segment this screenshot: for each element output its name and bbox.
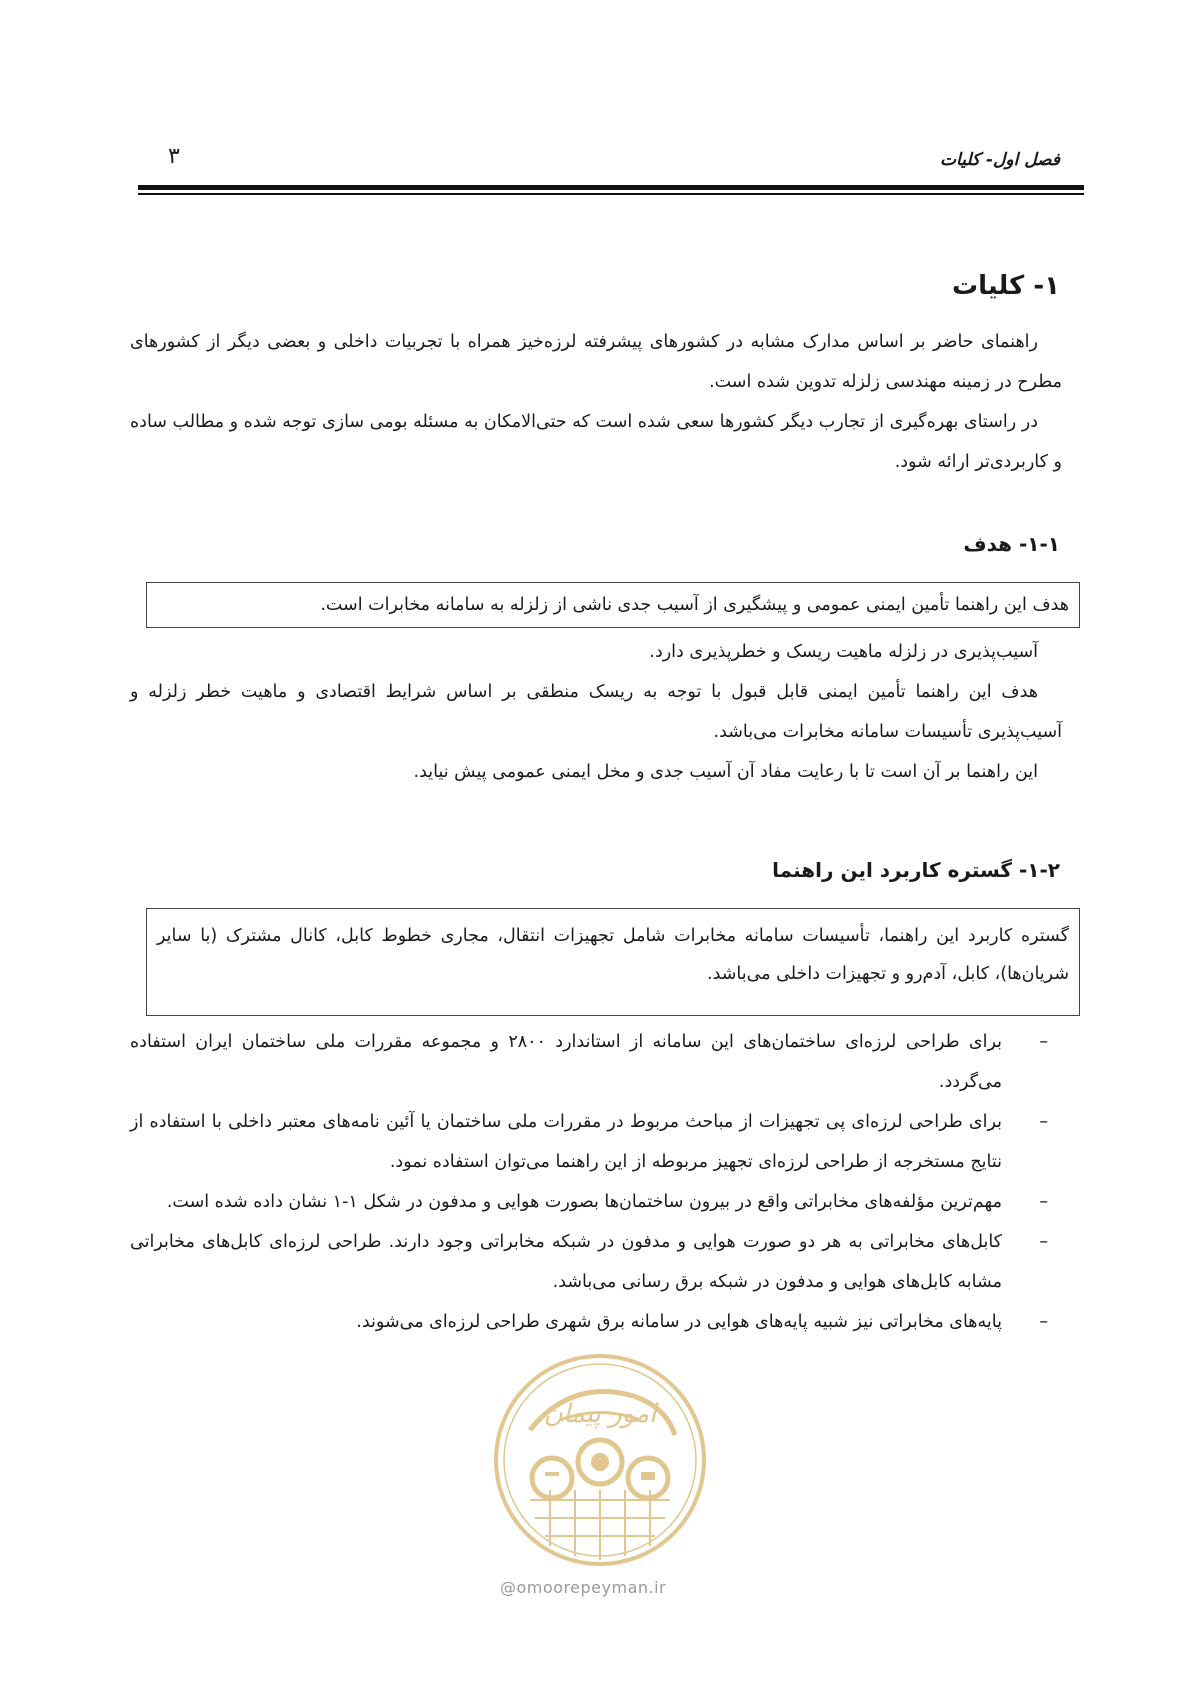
page-number: ۳: [168, 144, 180, 169]
bullet-dash: –: [1039, 1112, 1048, 1132]
paragraph: در راستای بهره‌گیری از تجارب دیگر کشورها سعی شده است که حتی‌الامکان به مسئله بومی سازی توجه شده و مطالب ساده و کاربردی‌تر ارائه شود.: [130, 412, 1062, 472]
bullet-dash: –: [1039, 1032, 1048, 1052]
section-heading-scope: ۱-۲- گستره کاربرد این راهنما: [772, 858, 1060, 882]
list-item: [130, 1022, 1062, 1102]
list-item-text: پایه‌های مخابراتی نیز شبیه پایه‌های هوایی در سامانه برق شهری طراحی لرزه‌ای می‌شوند.: [356, 1312, 1002, 1332]
paragraph: راهنمای حاضر بر اساس مدارک مشابه در کشورهای پیشرفته لرزه‌خیز همراه با تجربیات داخلی و بعضی دیگر از کشورهای مطرح در زمینه مهندسی زلزله تدوین شده است.: [130, 332, 1062, 392]
paragraph: هدف این راهنما تأمین ایمنی قابل قبول با توجه به ریسک منطقی بر اساس شرایط اقتصادی و ماهیت خطر زلزله و آسیب‌پذیری تأسیسات سامانه مخابرات می‌باشد.: [130, 682, 1062, 742]
header-rule-thick: [138, 185, 1084, 190]
bullet-dash: –: [1039, 1312, 1048, 1332]
goal-definition-box: هدف این راهنما تأمین ایمنی عمومی و پیشگیری از آسیب جدی ناشی از زلزله به سامانه مخابرات است.: [146, 582, 1080, 628]
list-item: [130, 1302, 1062, 1342]
list-item: [130, 1102, 1062, 1182]
paragraph: آسیب‌پذیری در زلزله ماهیت ریسک و خطرپذیری دارد.: [649, 642, 1038, 662]
bullet-dash: –: [1039, 1232, 1048, 1252]
watermark-url: @omoorepeyman.ir: [500, 1578, 667, 1597]
paragraph: این راهنما بر آن است تا با رعایت مفاد آن آسیب جدی و مخل ایمنی عمومی پیش نیاید.: [413, 762, 1038, 782]
list-item: [130, 1182, 1062, 1222]
section-general-body: [130, 322, 1062, 482]
section-heading-goal: ۱-۱- هدف: [963, 532, 1060, 556]
watermark-logo: [490, 1350, 710, 1570]
chapter-running-title: فصل اول- کلیات: [940, 150, 1060, 170]
section-goal-body: [130, 632, 1062, 792]
scope-definition-box: گستره کاربرد این راهنما، تأسیسات سامانه مخابرات شامل تجهیزات انتقال، مجاری خطوط کابل، کانال مشترک (با سایر شریان‌ها)، کابل، آدم‌رو و تجهیزات داخلی می‌باشد.: [146, 908, 1080, 1016]
watermark-logo-text: امور پیمان: [543, 1399, 657, 1429]
list-item-text: کابل‌های مخابراتی به هر دو صورت هوایی و مدفون در شبکه مخابراتی وجود دارند. طراحی لرزه‌ای کابل‌های مخابراتی مشابه کابل‌های هوایی و مدفون در شبکه برق رسانی می‌باشد.: [130, 1232, 1002, 1292]
list-item-text: مهم‌ترین مؤلفه‌های مخابراتی واقع در بیرون ساختمان‌ها بصورت هوایی و مدفون در شکل ۱-۱ نشان داده شده است.: [166, 1192, 1002, 1212]
list-item-text: برای طراحی لرزه‌ای پی تجهیزات از مباحث مربوط در مقررات ملی ساختمان یا آئین نامه‌های معتبر داخلی با استفاده از نتایج مستخرجه از طراحی لرزه‌ای تجهیز مربوطه از این راهنما می‌توان استفاده نمود.: [130, 1112, 1002, 1172]
bullet-dash: –: [1039, 1192, 1048, 1212]
list-item: [130, 1222, 1062, 1302]
scope-bullet-list: [130, 1022, 1062, 1342]
section-heading-general: ۱- کلیات: [952, 271, 1060, 301]
header-rule-thin: [138, 193, 1084, 195]
list-item-text: برای طراحی لرزه‌ای ساختمان‌های این سامانه از استاندارد ۲۸۰۰ و مجموعه مقررات ملی ساختمان ایران استفاده می‌گردد.: [130, 1032, 1002, 1092]
